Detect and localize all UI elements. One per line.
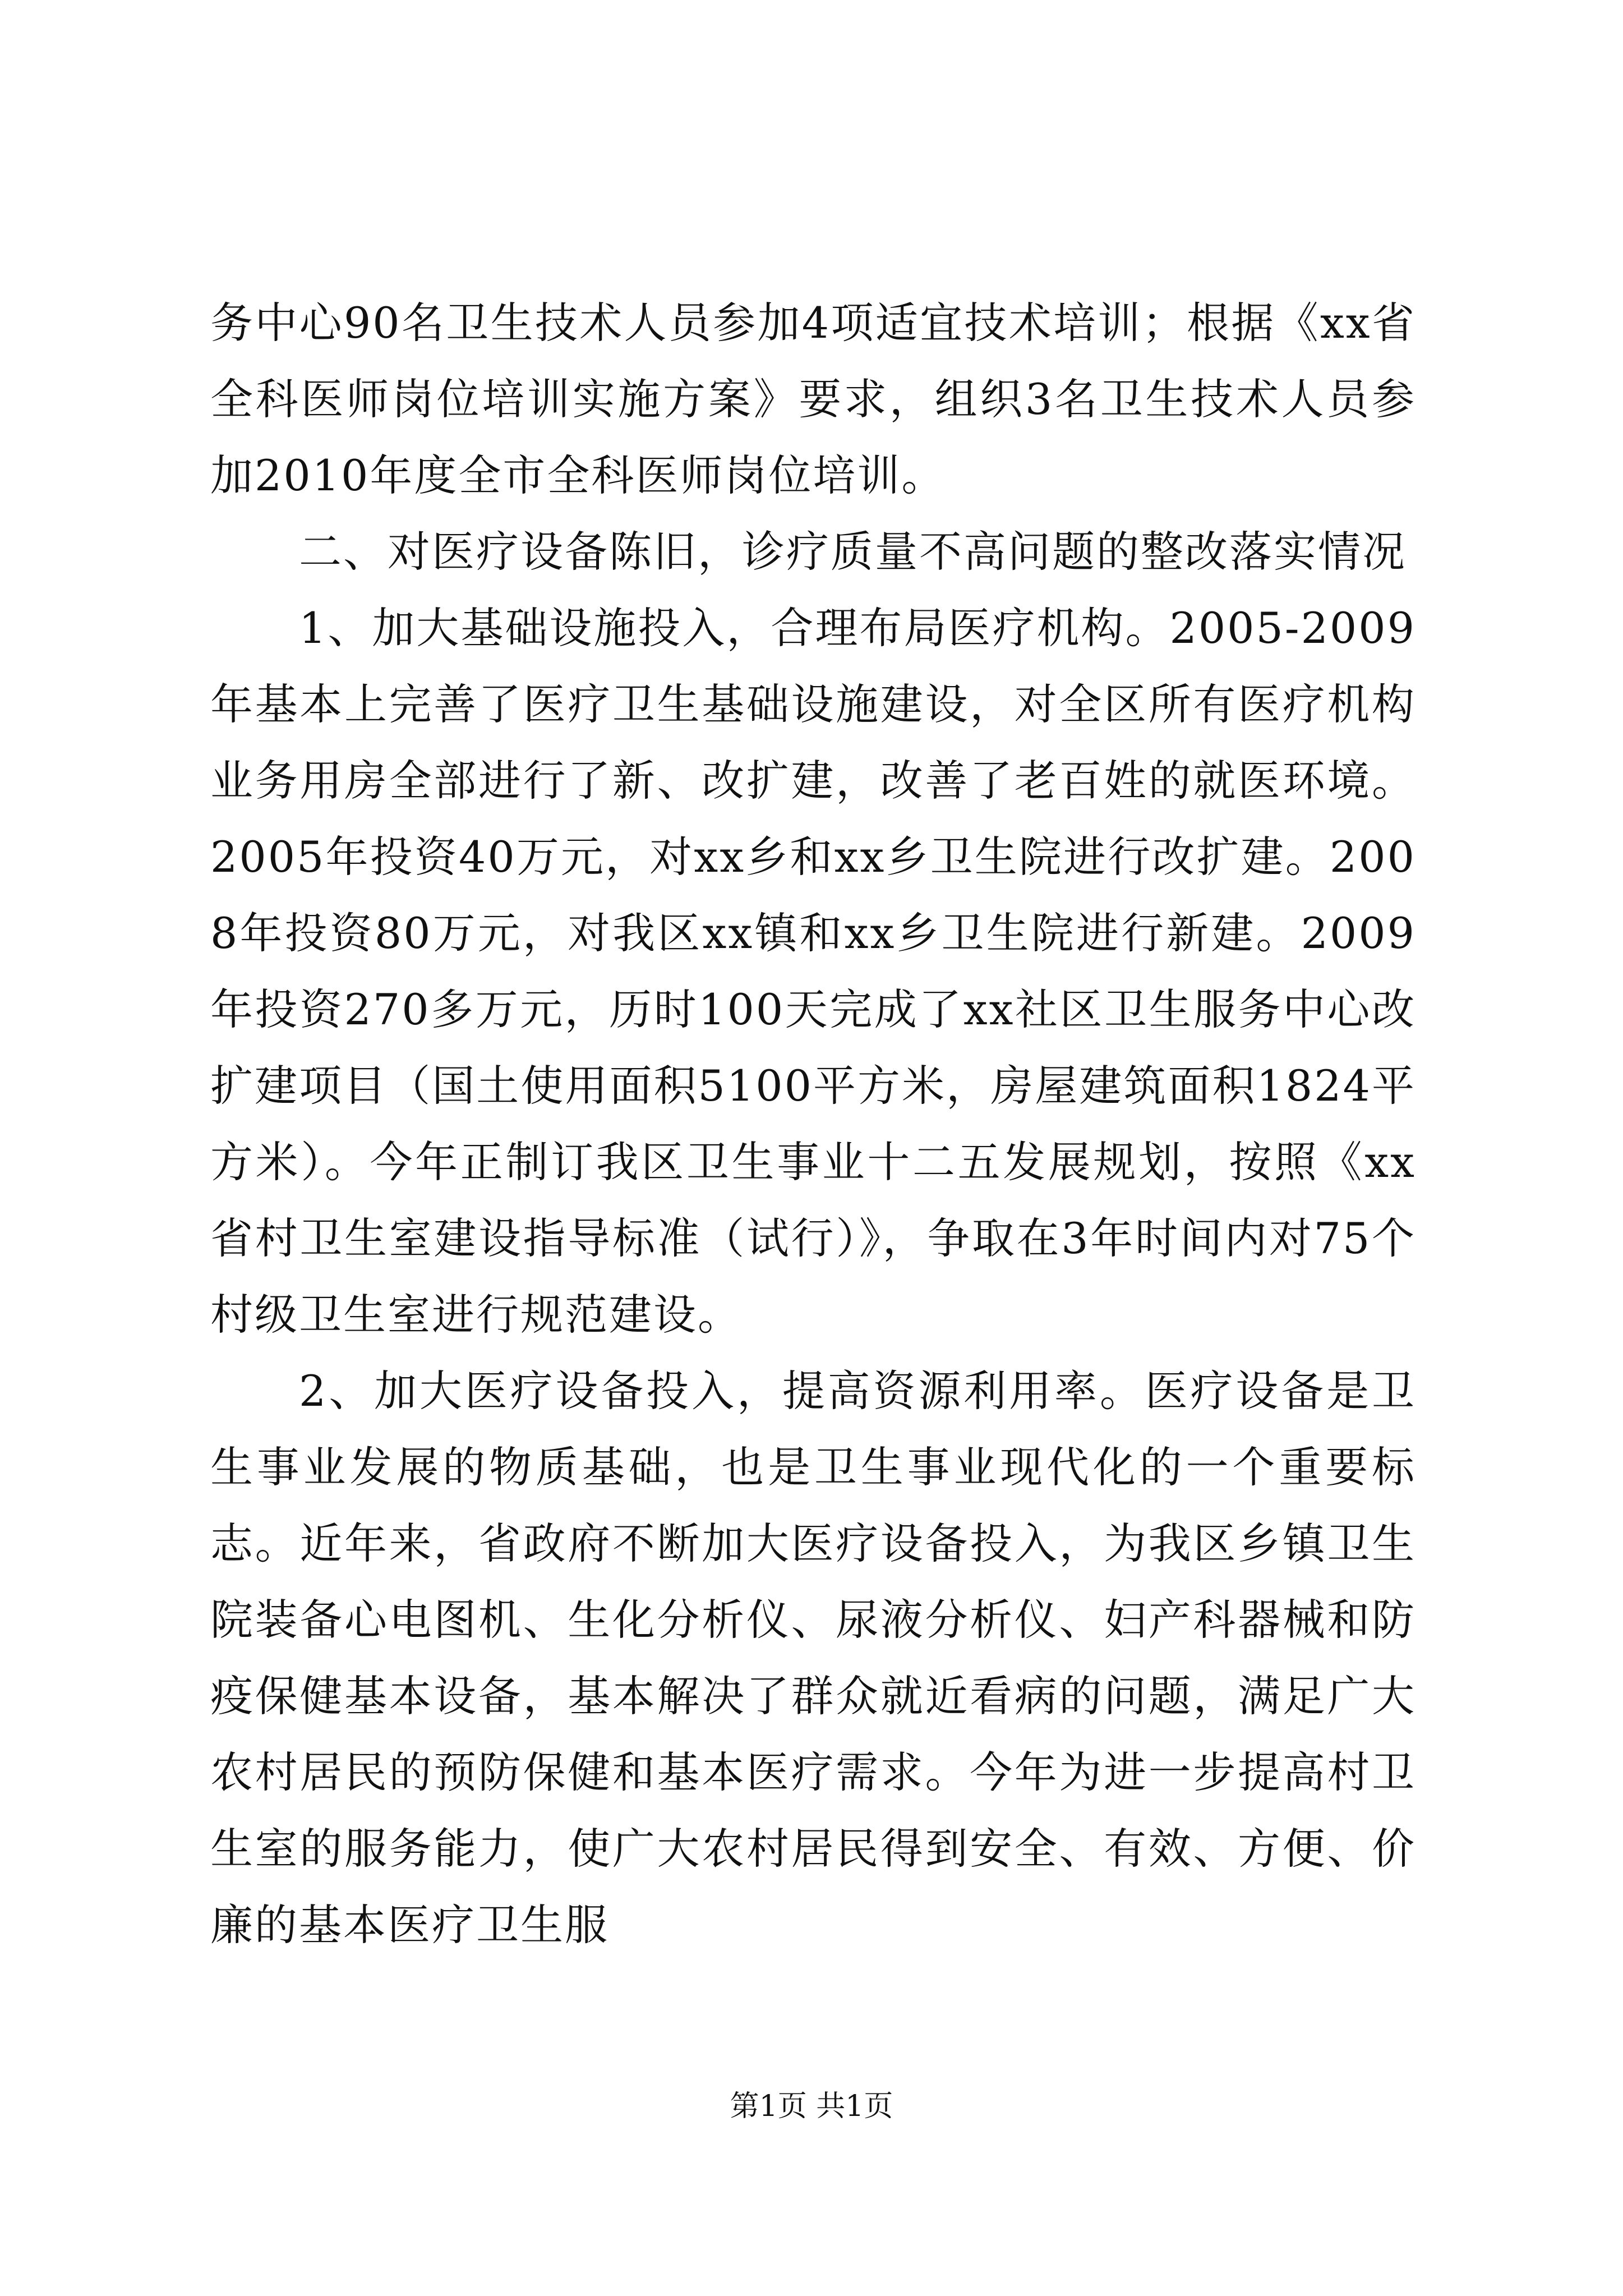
paragraph-1: 务中心90名卫生技术人员参加4项适宜技术培训；根据《xx省全科医师岗位培训实施方案》要求，组织3名卫生技术人员参加2010年度全市全科医师岗位培训。	[210, 298, 1416, 500]
page-footer: 第1页 共1页	[730, 2090, 893, 2123]
paragraph-equipment: 2、加大医疗设备投入，提高资源利用率。医疗设备是卫生事业发展的物质基础，也是卫生事业现代化的一个重要标志。近年来，省政府不断加大医疗设备投入，为我区乡镇卫生院装备心电图机、生化分析仪、尿液分析仪、妇产科器械和防疫保健基本设备，基本解决了群众就近看病的问题，满足广大农村居民的预防保健和基本医疗需求。今年为进一步提高村卫生室的服务能力，使广大农村居民得到安全、有效、方便、价廉的基本医疗卫生服	[210, 1366, 1416, 1950]
paragraph-infrastructure: 1、加大基础设施投入，合理布局医疗机构。2005-2009年基本上完善了医疗卫生基础设施建设，对全区所有医疗机构业务用房全部进行了新、改扩建，改善了老百姓的就医环境。2005年投资40万元，对xx乡和xx乡卫生院进行改扩建。2008年投资80万元，对我区xx镇和xx乡卫生院进行新建。2009年投资270多万元，历时100天完成了xx社区卫生服务中心改扩建项目（国土使用面积5100平方米，房屋建筑面积1824平方米）。今年正制订我区卫生事业十二五发展规划，按照《xx省村卫生室建设指导标准（试行）》，争取在3年时间内对75个村级卫生室进行规范建设。	[210, 603, 1416, 1340]
body-text	[210, 285, 1416, 1963]
section-heading: 二、对医疗设备陈旧，诊疗质量不高问题的整改落实情况	[299, 527, 1407, 577]
